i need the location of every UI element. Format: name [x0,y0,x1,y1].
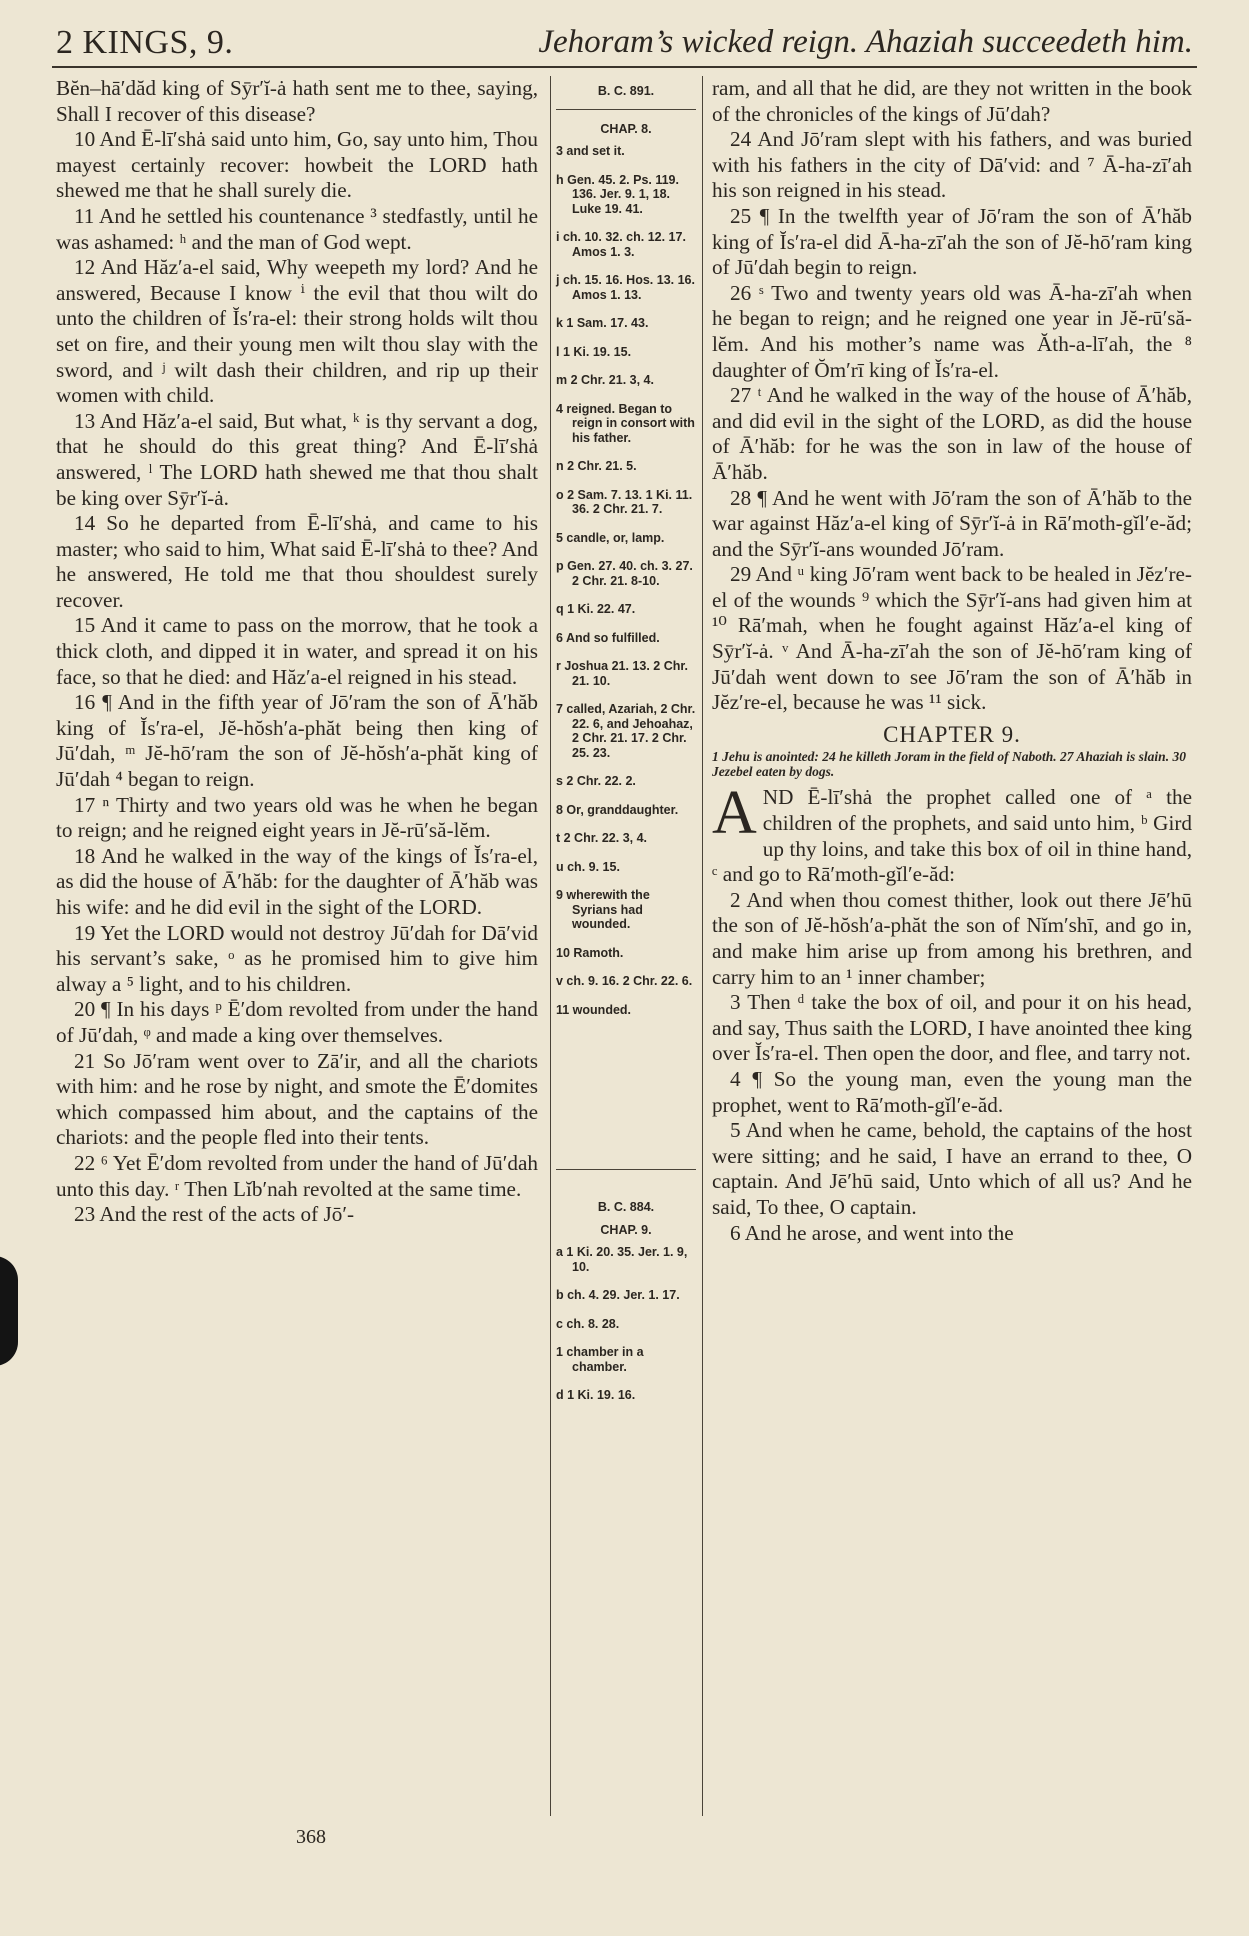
cross-reference: 6 And so fulfilled. [556,630,660,645]
verse-paragraph: 11 And he settled his countenance ³ stedfastly, until he was ashamed: ʰ and the man of God wept. [56,203,538,254]
cross-reference: l 1 Ki. 19. 15. [556,344,632,359]
cross-reference: n 2 Chr. 21. 5. [556,459,637,473]
cross-reference: s 2 Chr. 22. 2. [556,774,636,788]
verse-paragraph: 14 So he departed from Ē-lī′shȧ, and came to his master; who said to him, What said Ē-lī′shȧ to thee? And he answered, He told me that thou shouldest surely recover. [56,511,538,612]
cross-reference: 8 Or, granddaughter. [556,802,679,817]
verse-paragraph: 23 And the rest of the acts of Jō′- [74,1202,355,1227]
verse-paragraph: 20 ¶ In his days ᵖ Ē′dom revolted from under the hand of Jū′dah, ᵠ and made a king over themselves. [56,997,538,1047]
margin-rule [556,1031,696,1170]
chapter-summary: 1 Jehu is anointed: 24 he killeth Joram in the field of Naboth. 27 Ahaziah is slain. 30 Jezebel eaten by dogs. [712,749,1186,780]
cross-reference: r Joshua 21. 13. 2 Chr. 21. 10. [556,659,689,688]
verse-paragraph: 5 And when he came, behold, the captains of the host were sitting; and he said, I have an errand to thee, O captain. And Jē′hū said, Unto which of all us? And he said, To thee, O captain. [712,1118,1192,1219]
verse-paragraph: 21 So Jō′ram went over to Zā′ir, and all the chariots with him: and he rose by night, and smote the Ē′domites which compassed him about, and the captains of the chariots: and the people fled into their tents. [56,1048,538,1150]
cross-reference: q 1 Ki. 22. 47. [556,602,636,616]
verse-paragraph: 28 ¶ And he went with Jō′ram the son of Ā′hăb to the war against Hăz′a-el king of Sȳr′ĭ-ȧ in Rā′moth-gĭl′e-ăd; and the Sȳr′ĭ-ans wounded Jō′ram. [712,485,1192,561]
chapter-note: CHAP. 9. [600,1222,652,1237]
cross-reference: j ch. 15. 16. Hos. 13. 16. Amos 1. 13. [556,273,695,302]
cross-reference: o 2 Sam. 7. 13. 1 Ki. 11. 36. 2 Chr. 21. 7. [556,487,693,516]
cross-reference: 1 chamber in a chamber. [556,1345,644,1374]
column-divider-left [550,76,551,1816]
marginal-references [556,80,696,1417]
date-note: B. C. 891. [597,84,655,98]
first-verse-text: ND Ē-lī′shȧ the prophet called one of ᵃ the children of the prophets, and said unto him, ᵇ Gird up thy loins, and take this box of oil in thine hand, ᶜ and go to Rā′moth-gĭl′e-ăd: [712,785,1192,887]
verse-paragraph: 16 ¶ And in the fifth year of Jō′ram the son of Ā′hăb king of Ĭs′ra-el, Jĕ-hŏsh′a-phăt being then king of Jū′dah, ᵐ Jĕ-hō′ram the son of Jĕ-hŏsh′a-phăt king of Jū′dah ⁴ began to reign. [56,690,538,792]
running-header [52,22,1197,68]
verse-paragraph: 15 And it came to pass on the morrow, that he took a thick cloth, and dipped it in water, and spread it on his face, so that he died: and Hăz′a-el reigned in his stead. [56,613,538,689]
cross-reference: k 1 Sam. 17. 43. [556,316,649,330]
verse-paragraph: ram, and all that he did, are they not written in the book of the chronicles of the kings of Jū′dah? [712,76,1192,126]
margin-rule [556,109,696,110]
cross-reference: c ch. 8. 28. [556,1316,620,1331]
verse-paragraph: 26 ˢ Two and twenty years old was Ā-ha-zī′ah when he began to reign; and he reigned one year in Jĕ-rū′să-lĕm. And his mother’s name was Ăth-a-lī′ah, the ⁸ daughter of Ŏm′rī king of Ĭs′ra-el. [712,280,1192,382]
cross-reference: m 2 Chr. 21. 3, 4. [556,373,654,387]
verse-paragraph: 22 ⁶ Yet Ē′dom revolted from under the hand of Jū′dah unto this day. ʳ Then Lĭb′nah revolted at the same time. [56,1150,538,1201]
cross-reference: v ch. 9. 16. 2 Chr. 22. 6. [556,974,693,988]
verse-paragraph: 13 And Hăz′a-el said, But what, ᵏ is thy servant a dog, that he should do this great thing? And Ē-lī′shȧ answered, ˡ The LORD hath shewed me that thou shalt be king over Sȳr′ĭ-ȧ. [56,408,538,510]
thumb-index-tab [0,1256,18,1366]
cross-reference: 11 wounded. [556,1002,632,1017]
left-text-column [56,76,538,1228]
verse-paragraph: 27 ᵗ And he walked in the way of the house of Ā′hăb, and did evil in the sight of the LORD, as did the house of Ā′hăb: for he was the son in law of the house of Ā′hăb. [712,383,1192,484]
cross-reference: 7 called, Azariah, 2 Chr. 22. 6, and Jehoahaz, 2 Chr. 21. 17. 2 Chr. 25. 23. [556,702,696,760]
verse-paragraph: 3 Then ᵈ take the box of oil, and pour it on his head, and say, Thus saith the LORD, I have anointed thee king over Ĭs′ra-el. Then open the door, and flee, and tarry not. [712,990,1192,1066]
cross-reference: 3 and set it. [556,144,625,158]
drop-cap: A [712,779,757,848]
verse-paragraph: 18 And he walked in the way of the kings of Ĭs′ra-el, as did the house of Ā′hăb: for the daughter of Ā′hăb was his wife: and he did evil in the sight of the LORD. [56,843,538,919]
cross-reference: p Gen. 27. 40. ch. 3. 27. 2 Chr. 21. 8-10. [556,559,693,588]
first-verse-paragraph [712,779,1192,887]
chapter-heading: CHAPTER 9. [883,721,1021,747]
page-summary-heading: Jehoram’s wicked reign. Ahaziah succeedeth him. [538,24,1193,60]
date-note: B. C. 884. [597,1200,655,1214]
page-number: 368 [296,1826,326,1848]
cross-reference: 10 Ramoth. [556,945,624,960]
cross-reference: t 2 Chr. 22. 3, 4. [556,831,648,845]
verse-paragraph: 2 And when thou comest thither, look out there Jē′hū the son of Jĕ-hŏsh′a-phăt the son of Nĭm′shī, and go in, and make him arise up from among his brethren, and carry him to an ¹ inner chamber; [712,887,1192,989]
cross-reference: d 1 Ki. 19. 16. [556,1388,636,1402]
verse-paragraph: 10 And Ē-lī′shȧ said unto him, Go, say unto him, Thou mayest certainly recover: howbeit the LORD hath shewed me that he shall surely die. [56,127,538,203]
cross-reference: b ch. 4. 29. Jer. 1. 17. [556,1288,680,1302]
verse-paragraph: 12 And Hăz′a-el said, Why weepeth my lord? And he answered, Because I know ⁱ the evil that thou wilt do unto the children of Ĭs′ra-el: their strong holds wilt thou set on fire, and their young men wilt thou slay with the sword, and ʲ wilt dash their children, and rip up their women with child. [56,255,538,408]
cross-reference: 5 candle, or, lamp. [556,530,665,545]
verse-paragraph: 6 And he arose, and went into the [730,1220,1014,1245]
column-divider-right [702,76,703,1816]
cross-reference: a 1 Ki. 20. 35. Jer. 1. 9, 10. [556,1245,688,1274]
verse-paragraph: 4 ¶ So the young man, even the young man the prophet, went to Rā′moth-gĭl′e-ăd. [712,1066,1192,1117]
cross-reference: 4 reigned. Began to reign in consort with his father. [556,401,695,445]
verse-paragraph: 25 ¶ In the twelfth year of Jō′ram the son of Ā′hăb king of Ĭs′ra-el did Ā-ha-zī′ah the son of Jĕ-hō′ram king of Jū′dah begin to reign. [712,203,1192,280]
cross-reference: 9 wherewith the Syrians had wounded. [556,888,650,931]
chapter-note: CHAP. 8. [600,121,652,136]
cross-reference: i ch. 10. 32. ch. 12. 17. Amos 1. 3. [556,230,686,259]
verse-paragraph: 24 And Jō′ram slept with his fathers, and was buried with his fathers in the city of Dā′vid: and ⁷ Ā-ha-zī′ah his son reigned in his stead. [712,127,1192,203]
book-chapter-heading: 2 KINGS, 9. [56,24,234,61]
right-text-column [712,76,1192,1246]
verse-paragraph: 19 Yet the LORD would not destroy Jū′dah for Dā′vid his servant’s sake, ᵒ as he promised him to give him alway a ⁵ light, and to his children. [56,920,538,996]
verse-paragraph: Bĕn–hā′dăd king of Sȳr′ĭ-ȧ hath sent me to thee, saying, Shall I recover of this disease? [56,76,538,126]
cross-reference: u ch. 9. 15. [556,859,620,874]
cross-reference: h Gen. 45. 2. Ps. 119. 136. Jer. 9. 1, 18. Luke 19. 41. [556,172,679,216]
verse-paragraph: 17 ⁿ Thirty and two years old was he when he began to reign; and he reigned eight years in Jĕ-rū′să-lĕm. [56,792,538,843]
verse-paragraph: 29 And ᵘ king Jō′ram went back to be healed in Jĕz′re-el of the wounds ⁹ which the Sȳr′ĭ-ans had given him at ¹⁰ Rā′mah, when he fought against Hăz′a-el king of Sȳr′ĭ-ȧ. ᵛ And Ā-ha-zī′ah the son of Jĕ-hō′ram king of Jū′dah went down to see Jō′ram the son of Ā′hăb in Jĕz′re-el, because he was ¹¹ sick. [712,562,1192,715]
